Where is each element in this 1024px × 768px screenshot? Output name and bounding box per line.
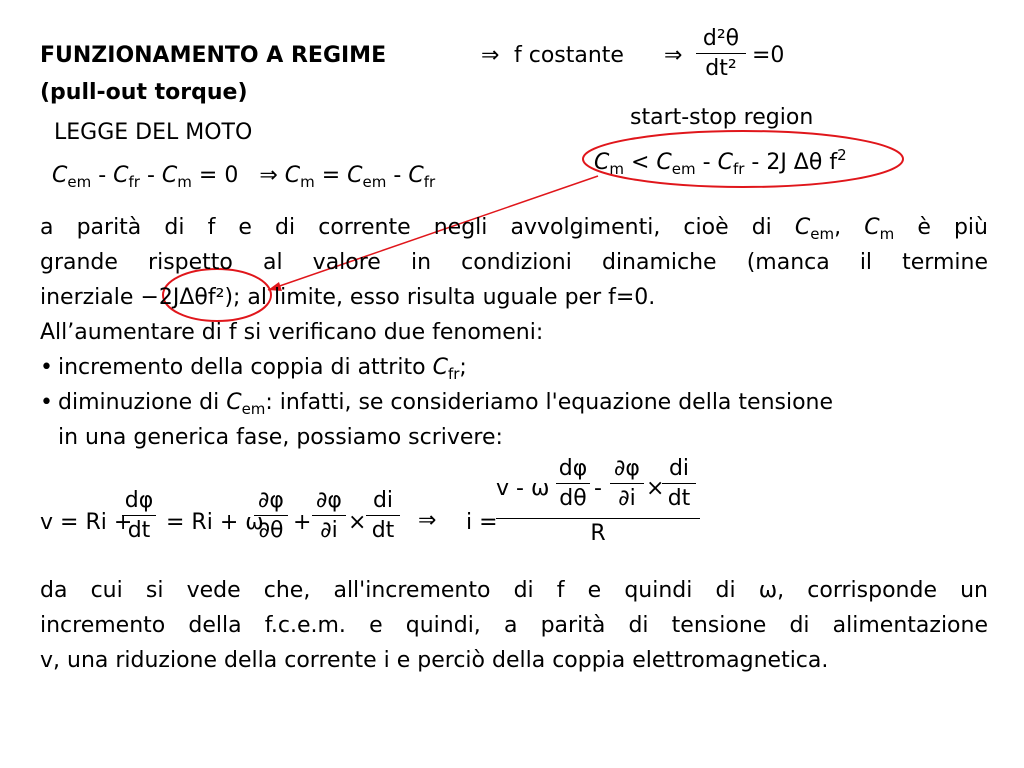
implies-arrow-2: ⇒ (664, 43, 683, 68)
paragraph-1-line-2: grande rispetto al valore in condizioni dinamiche (manca il termine (40, 250, 988, 275)
paragraph-3-line-1: da cui si vede che, all'incremento di f e quindi di ω, corrisponde un (40, 578, 988, 603)
dphi-dt-fraction: dφ dt (122, 488, 156, 543)
di-dt-fraction: di dt (366, 488, 400, 543)
paragraph-3-line-3: v, una riduzione della corrente i e perciò della coppia elettromagnetica. (40, 648, 829, 673)
implies-arrow: ⇒ (481, 43, 500, 68)
current-fraction: v - ω dφ dθ - ∂φ ∂i × di dt R (496, 456, 700, 546)
legge-del-moto-label: LEGGE DEL MOTO (54, 120, 253, 145)
page-subtitle: (pull-out torque) (40, 80, 248, 105)
second-derivative-fraction: d²θ dt² (696, 26, 746, 81)
torque-balance-equation: $C_{em} - C_{fr} - C_m = 0$ ⇒ $C_m = C_{em} - C_{fr}$ (52, 163, 436, 191)
voltage-eq-mid: = Ri + ω (166, 510, 264, 535)
times-sign: × (348, 510, 367, 535)
paragraph-1-line-3: inerziale −2JΔθf²); al limite, esso risulta uguale per f=0. (40, 285, 656, 310)
voltage-eq-lhs: v = Ri + (40, 510, 133, 535)
equals-zero: =0 (752, 43, 785, 68)
implies-arrow-3: ⇒ (418, 508, 437, 533)
bullet-friction: • incremento della coppia di attrito $C_{fr}$; (40, 355, 467, 383)
highlight-ellipse-inequality (583, 131, 903, 187)
page-title: FUNZIONAMENTO A REGIME (40, 43, 387, 68)
bullet-cem: • diminuzione di $C_{em}$: infatti, se consideriamo l'equazione della tensione (40, 390, 834, 418)
phenomena-intro: All’aumentare di f si verificano due fenomeni: (40, 320, 544, 345)
inertial-term: −2JΔθf² (140, 285, 225, 310)
start-stop-label: start-stop region (630, 105, 814, 130)
paragraph-3-line-2: incremento della f.c.e.m. e quindi, a parità di tensione di alimentazione (40, 613, 988, 638)
current-eq-lhs: i = (466, 510, 498, 535)
bullet-cem-continuation: in una generica fase, possiamo scrivere: (58, 425, 503, 450)
start-stop-inequality: $C_m < C_{em} - C_{fr} - 2J$ Δθ $f^2$ (594, 146, 847, 178)
partial-phi-theta-fraction: ∂φ ∂θ (254, 488, 288, 543)
partial-phi-i-fraction: ∂φ ∂i (312, 488, 346, 543)
plus-sign: + (293, 510, 312, 535)
f-costante-text: f costante (514, 43, 624, 68)
paragraph-1-line-1: a parità di f e di corrente negli avvolgimenti, cioè di $C_{em}$, $C_m$ è più (40, 215, 988, 243)
